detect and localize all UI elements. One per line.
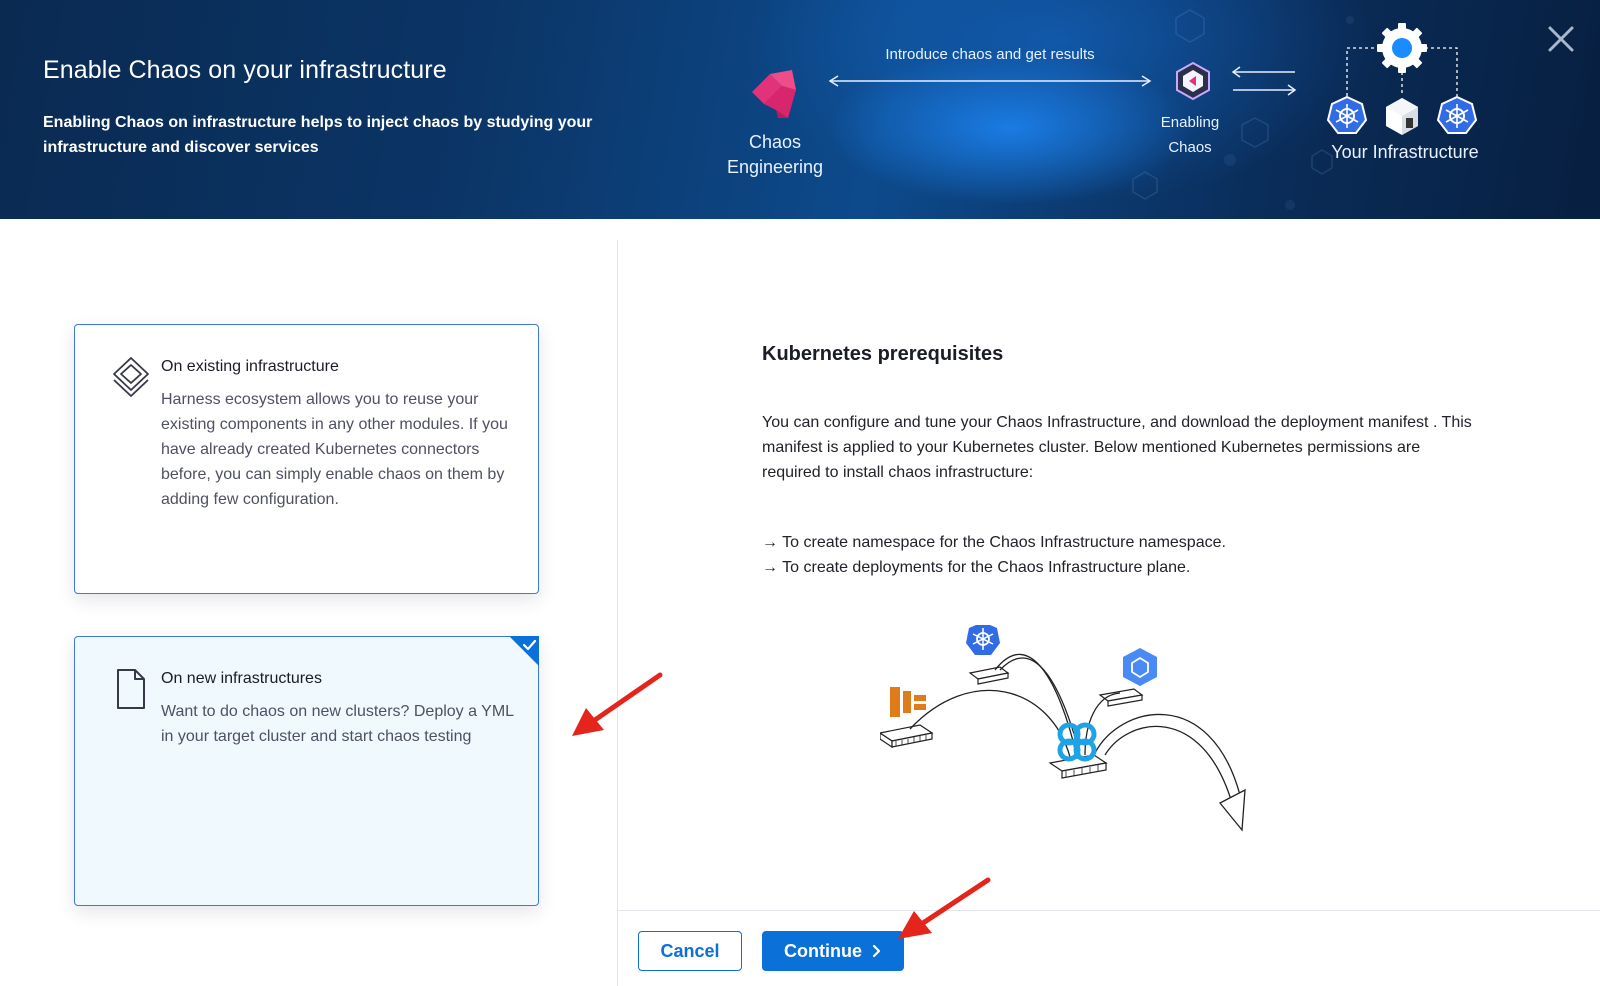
kubernetes-icon <box>1438 97 1476 133</box>
option-description: Want to do chaos on new clusters? Deploy a YML in your target cluster and start chaos testing <box>161 703 514 745</box>
gke-icon <box>1123 648 1157 686</box>
chaos-engineering-logo <box>752 70 796 118</box>
chaos-propagation-illustration <box>880 625 1280 855</box>
option-card-new-infrastructures[interactable] <box>74 636 539 906</box>
enabling-chaos-icon <box>1177 63 1209 99</box>
option-title: On new infrastructures <box>161 670 322 687</box>
close-icon <box>1546 24 1576 54</box>
chaos-engineering-label: Chaos Engineering <box>726 132 824 177</box>
layers-icon <box>111 355 151 399</box>
enabling-chaos-label: Enabling Chaos <box>1160 114 1220 156</box>
prerequisites-title: Kubernetes prerequisites <box>762 343 1004 365</box>
chevron-right-icon <box>872 944 882 958</box>
permissions-list <box>762 530 1226 580</box>
option-card-existing-infrastructure[interactable] <box>74 324 539 594</box>
panel-divider <box>617 240 618 986</box>
kubernetes-icon <box>1328 97 1366 133</box>
page-title: Enable Chaos on your infrastructure <box>43 56 447 84</box>
cancel-button[interactable]: Cancel <box>638 931 742 971</box>
continue-button[interactable] <box>762 931 904 971</box>
page-description: Enabling Chaos on infrastructure helps to inject chaos by studying your infrastructure and discover services <box>43 114 593 156</box>
file-icon <box>111 667 151 711</box>
ecs-icon <box>890 687 926 717</box>
continue-label: Continue <box>784 940 862 961</box>
kubernetes-icon <box>966 625 1000 655</box>
option-description: Harness ecosystem allows you to reuse your existing components in any other modules. If you have already created Kubernetes connectors before, you can simply enable chaos on them by adding few configuration. <box>161 391 508 508</box>
footer-divider <box>618 910 1600 911</box>
chaos-hub-icon <box>1060 725 1094 759</box>
selected-check-icon <box>509 636 539 666</box>
your-infrastructure-label: Your Infrastructure <box>1331 142 1479 162</box>
prerequisites-description: You can configure and tune your Chaos Infrastructure, and download the deployment manifest . This manifest is applied to your Kubernetes cluster. Below mentioned Kubernetes permissions are required to install chaos infrastructure: <box>762 414 1472 481</box>
introduce-chaos-label: Introduce chaos and get results <box>885 46 1095 63</box>
header-banner <box>0 0 1600 219</box>
gear-icon <box>1377 23 1427 73</box>
server-cube-icon <box>1386 98 1418 135</box>
list-item: → To create deployments for the Chaos Infrastructure plane. <box>762 559 1191 576</box>
option-title: On existing infrastructure <box>161 358 339 375</box>
list-item: → To create namespace for the Chaos Infrastructure namespace. <box>762 534 1226 551</box>
close-button[interactable] <box>1546 24 1576 54</box>
